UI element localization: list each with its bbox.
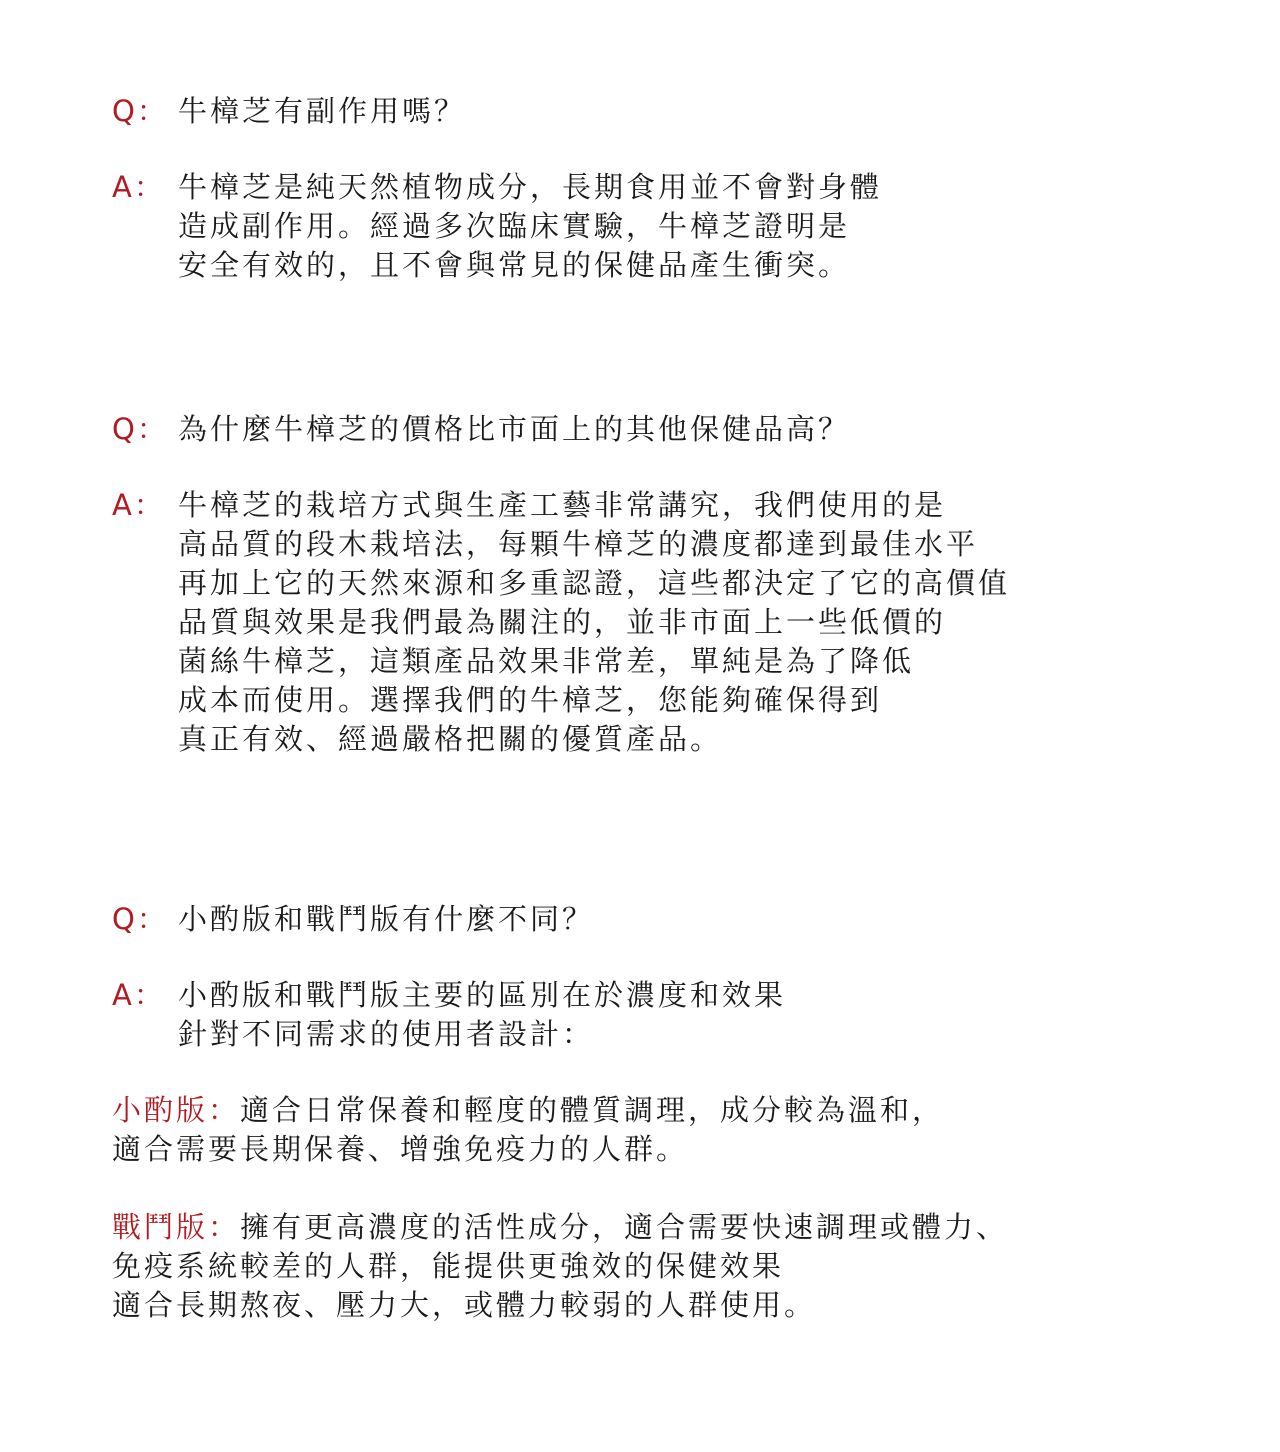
answer-line: 針對不同需求的使用者設計： [178, 1017, 595, 1051]
answer-line: 成本而使用。選擇我們的牛樟芝，您能夠確保得到 [178, 683, 883, 717]
answer-line: 品質與效果是我們最為關注的，並非市面上一些低價的 [178, 605, 947, 639]
version-description [112, 1208, 1172, 1325]
faq-question [112, 410, 1172, 449]
version-line: 適合日常保養和輕度的體質調理，成分較為溫和， [240, 1093, 945, 1127]
version-line: 適合需要長期保養、增強免疫力的人群。 [112, 1132, 689, 1166]
answer-line: 安全有效的，且不會與常見的保健品產生衝突。 [178, 248, 851, 282]
answer-line: 菌絲牛樟芝，這類產品效果非常差，單純是為了降低 [178, 644, 915, 678]
question-text: 為什麼牛樟芝的價格比市面上的其他保健品高？ [178, 412, 851, 446]
faq-section [112, 92, 1172, 1364]
version-description [112, 1091, 1172, 1169]
question-text: 小酌版和戰鬥版有什麼不同？ [178, 902, 595, 936]
version-line: 擁有更高濃度的活性成分，適合需要快速調理或體力、 [240, 1210, 1009, 1244]
question-tag: Q： [112, 902, 168, 936]
answer-line: 造成副作用。經過多次臨床實驗，牛樟芝證明是 [178, 209, 851, 243]
question-text: 牛樟芝有副作用嗎？ [178, 94, 467, 128]
answer-line: 牛樟芝是純天然植物成分，長期食用並不會對身體 [178, 170, 883, 204]
question-tag: Q： [112, 412, 168, 446]
faq-answer [112, 168, 1172, 285]
answer-line: 再加上它的天然來源和多重認證，這些都決定了它的高價值 [178, 566, 1011, 600]
answer-line: 小酌版和戰鬥版主要的區別在於濃度和效果 [178, 978, 787, 1012]
version-label: 戰鬥版： [112, 1210, 241, 1244]
question-tag: Q： [112, 94, 168, 128]
answer-tag: A： [112, 170, 165, 204]
version-line: 免疫系統較差的人群，能提供更強效的保健效果 [112, 1249, 785, 1283]
version-label: 小酌版： [112, 1093, 241, 1127]
answer-line: 高品質的段木栽培法，每顆牛樟芝的濃度都達到最佳水平 [178, 527, 979, 561]
faq-question [112, 92, 1172, 131]
answer-tag: A： [112, 978, 165, 1012]
faq-answer [112, 976, 1172, 1054]
answer-line: 牛樟芝的栽培方式與生產工藝非常講究，我們使用的是 [178, 488, 947, 522]
answer-tag: A： [112, 488, 165, 522]
faq-item [112, 900, 1172, 1325]
faq-question [112, 900, 1172, 939]
faq-answer [112, 486, 1172, 759]
faq-item [112, 92, 1172, 410]
faq-item [112, 410, 1172, 900]
version-line: 適合長期熬夜、壓力大，或體力較弱的人群使用。 [112, 1288, 817, 1322]
answer-line: 真正有效、經過嚴格把關的優質產品。 [178, 722, 723, 756]
